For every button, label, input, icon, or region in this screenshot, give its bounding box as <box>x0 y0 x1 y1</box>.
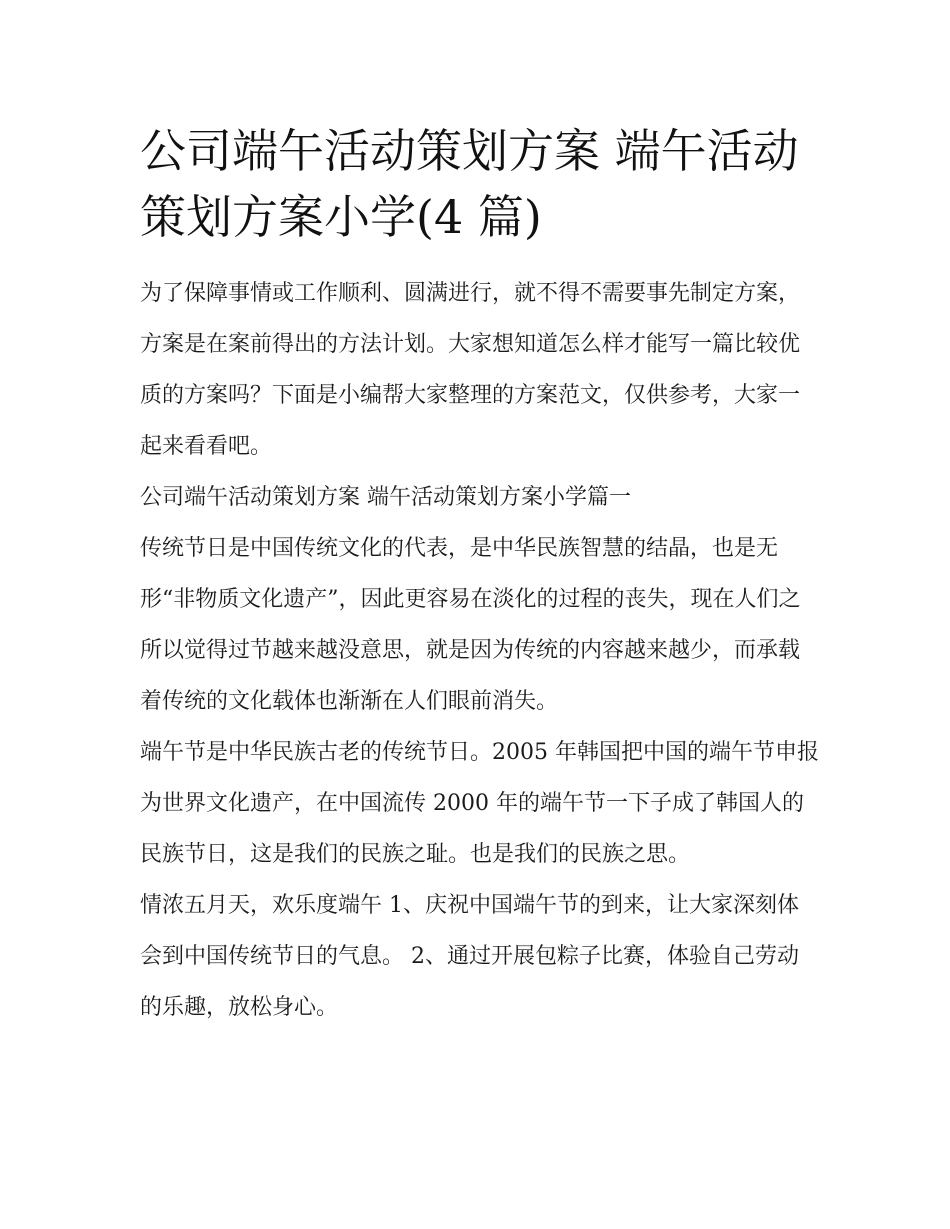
body-paragraph-3: 情浓五月天，欢乐度端午 1、庆祝中国端午节的到来，让大家深刻体会到中国传统节日的气息。 2、通过开展包粽子比赛，体验自己劳动的乐趣，放松身心。 <box>140 893 799 1020</box>
body-paragraph-2: 端午节是中华民族古老的传统节日。2005 年韩国把中国的端午节申报为世界文化遗产，在中国流传 2000 年的端午节一下子成了韩国人的民族节日，这是我们的民族之耻。也是我们的民族之思。 <box>140 740 819 867</box>
section-heading: 公司端午活动策划方案 端午活动策划方案小学篇一 <box>140 485 631 510</box>
body-paragraph-1: 传统节日是中国传统文化的代表，是中华民族智慧的结晶，也是无形“非物质文化遗产”，因此更容易在淡化的过程的丧失，现在人们之所以觉得过节越来越没意思，就是因为传统的内容越来越少，而承载着传统的文化载体也渐渐在人们眼前消失。 <box>140 536 801 714</box>
document-title: 公司端午活动策划方案 端午活动策划方案小学(4 篇) <box>140 124 799 244</box>
document-page <box>140 118 820 1033</box>
intro-paragraph: 为了保障事情或工作顺利、圆满进行，就不得不需要事先制定方案，方案是在案前得出的方法计划。大家想知道怎么样才能写一篇比较优质的方案吗？下面是小编帮大家整理的方案范文，仅供参考，大家一起来看看吧。 <box>140 281 801 459</box>
title-block <box>140 118 820 250</box>
